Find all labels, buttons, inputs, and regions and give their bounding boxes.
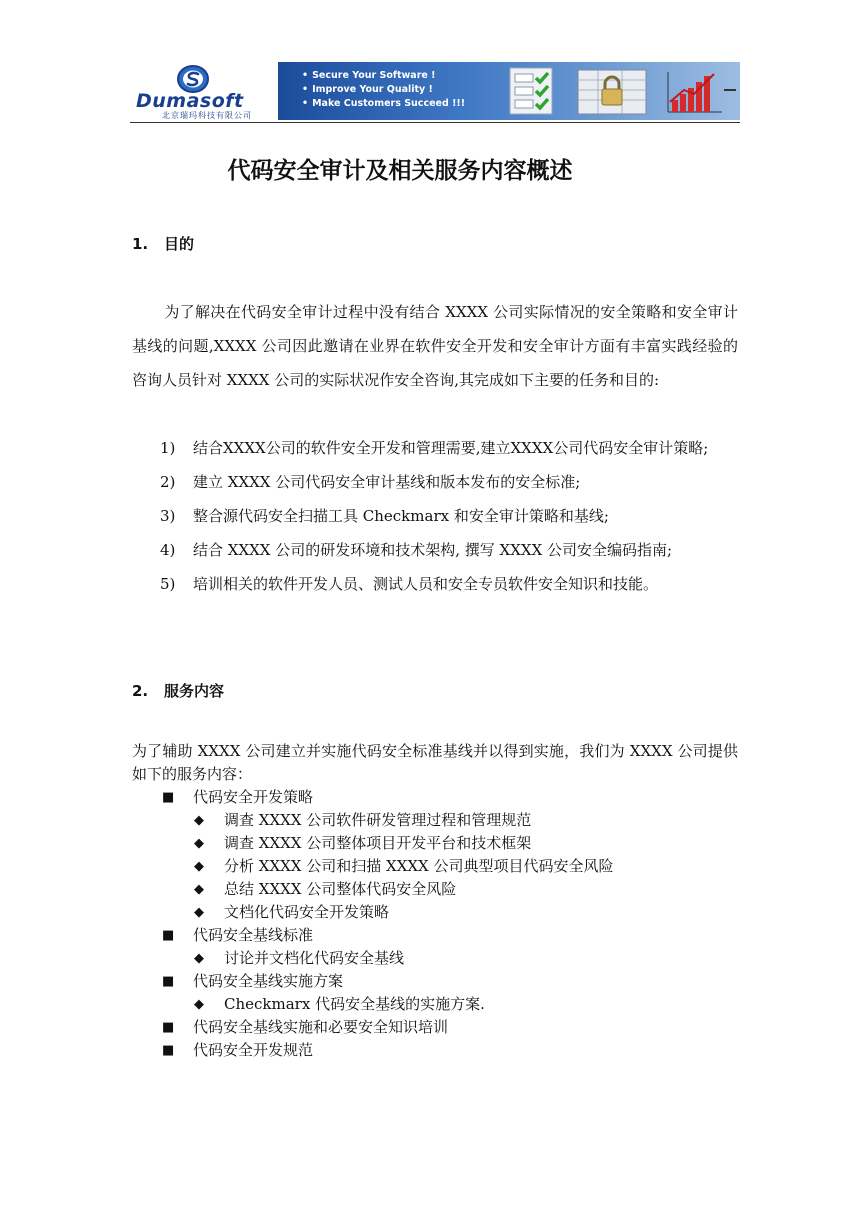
square-bullet-icon: ■ bbox=[162, 1043, 175, 1058]
list-item bbox=[160, 533, 740, 567]
diamond-bullet-icon: ◆ bbox=[194, 882, 204, 897]
services-list bbox=[162, 786, 742, 1062]
item-text: 建立 XXXX 公司代码安全审计基线和版本发布的安全标准; bbox=[193, 473, 581, 491]
list-item bbox=[160, 567, 740, 601]
diamond-bullet-icon: ◆ bbox=[194, 905, 204, 920]
section-number: 2. bbox=[132, 682, 149, 700]
logo-wordmark: Dumasoft bbox=[136, 90, 244, 112]
service-category: ■ 代码安全基线实施方案 bbox=[162, 970, 742, 993]
banner-slogan: • Improve Your Quality ! bbox=[302, 84, 433, 95]
section-title: 服务内容 bbox=[164, 682, 225, 700]
purpose-task-list bbox=[160, 431, 740, 601]
service-category: ■ 代码安全开发规范 bbox=[162, 1039, 742, 1062]
paragraph-text: 为了解决在代码安全审计过程中没有结合 XXXX 公司实际情况的安全策略和安全审计基线的问题,XXXX 公司因此邀请在业界在软件安全开发和安全审计方面有丰富实践经验的咨询人员针对 XXXX 公司的实际状况作安全咨询,其完成如下主要的任务和目的: bbox=[132, 303, 738, 389]
diamond-bullet-icon: ◆ bbox=[194, 836, 204, 851]
square-bullet-icon: ■ bbox=[162, 790, 175, 805]
square-bullet-icon: ■ bbox=[162, 974, 175, 989]
list-item bbox=[160, 431, 740, 465]
list-item bbox=[160, 465, 740, 499]
item-text: 结合XXXX公司的软件安全开发和管理需要,建立XXXX公司代码安全审计策略; bbox=[193, 439, 709, 457]
header-divider bbox=[130, 122, 740, 123]
section-number: 1. bbox=[132, 235, 149, 253]
diamond-bullet-icon: ◆ bbox=[194, 813, 204, 828]
item-number: 2) bbox=[160, 473, 176, 491]
section-heading-purpose bbox=[132, 233, 194, 254]
service-subitem: ◆ 总结 XXXX 公司整体代码安全风险 bbox=[162, 878, 742, 901]
checklist-icon bbox=[506, 66, 556, 116]
square-bullet-icon: ■ bbox=[162, 928, 175, 943]
service-subitem: ◆ 调查 XXXX 公司软件研发管理过程和管理规范 bbox=[162, 809, 742, 832]
document-title: 代码安全审计及相关服务内容概述 bbox=[227, 158, 573, 184]
diamond-bullet-icon: ◆ bbox=[194, 997, 204, 1012]
item-text: 整合源代码安全扫描工具 Checkmarx 和安全审计策略和基线; bbox=[193, 507, 609, 525]
item-number: 5) bbox=[160, 575, 176, 593]
lock-icon bbox=[576, 66, 648, 116]
banner-slogan: • Secure Your Software ! bbox=[302, 70, 435, 81]
service-category: ■ 代码安全基线实施和必要安全知识培训 bbox=[162, 1016, 742, 1039]
page-header bbox=[130, 62, 740, 122]
bar-graph-icon bbox=[658, 66, 738, 116]
purpose-paragraph bbox=[132, 295, 738, 397]
item-number: 4) bbox=[160, 541, 176, 559]
list-item bbox=[160, 499, 740, 533]
logo-company-name: 北京瑞玛科技有限公司 bbox=[162, 111, 252, 120]
service-category: ■ 代码安全开发策略 bbox=[162, 786, 742, 809]
item-number: 3) bbox=[160, 507, 176, 525]
services-intro: 为了辅助 XXXX 公司建立并实施代码安全标准基线并以得到实施，我们为 XXXX 公司提供如下的服务内容： bbox=[132, 742, 738, 783]
item-number: 1) bbox=[160, 439, 176, 457]
service-subitem: ◆ 讨论并文档化代码安全基线 bbox=[162, 947, 742, 970]
item-text: 培训相关的软件开发人员、测试人员和安全专员软件安全知识和技能。 bbox=[193, 575, 659, 593]
service-subitem: ◆ 分析 XXXX 公司和扫描 XXXX 公司典型项目代码安全风险 bbox=[162, 855, 742, 878]
section-heading-services bbox=[132, 680, 224, 701]
header-banner bbox=[278, 62, 740, 120]
diamond-bullet-icon: ◆ bbox=[194, 859, 204, 874]
item-text: 结合 XXXX 公司的研发环境和技术架构, 撰写 XXXX 公司安全编码指南; bbox=[193, 541, 673, 559]
section-title: 目的 bbox=[164, 235, 195, 253]
company-logo bbox=[130, 62, 276, 120]
service-subitem: ◆ Checkmarx 代码安全基线的实施方案. bbox=[162, 993, 742, 1016]
diamond-bullet-icon: ◆ bbox=[194, 951, 204, 966]
service-category: ■ 代码安全基线标准 bbox=[162, 924, 742, 947]
service-subitem: ◆ 调查 XXXX 公司整体项目开发平台和技术框架 bbox=[162, 832, 742, 855]
banner-slogan: • Make Customers Succeed !!! bbox=[302, 98, 465, 109]
square-bullet-icon: ■ bbox=[162, 1020, 175, 1035]
service-subitem: ◆ 文档化代码安全开发策略 bbox=[162, 901, 742, 924]
